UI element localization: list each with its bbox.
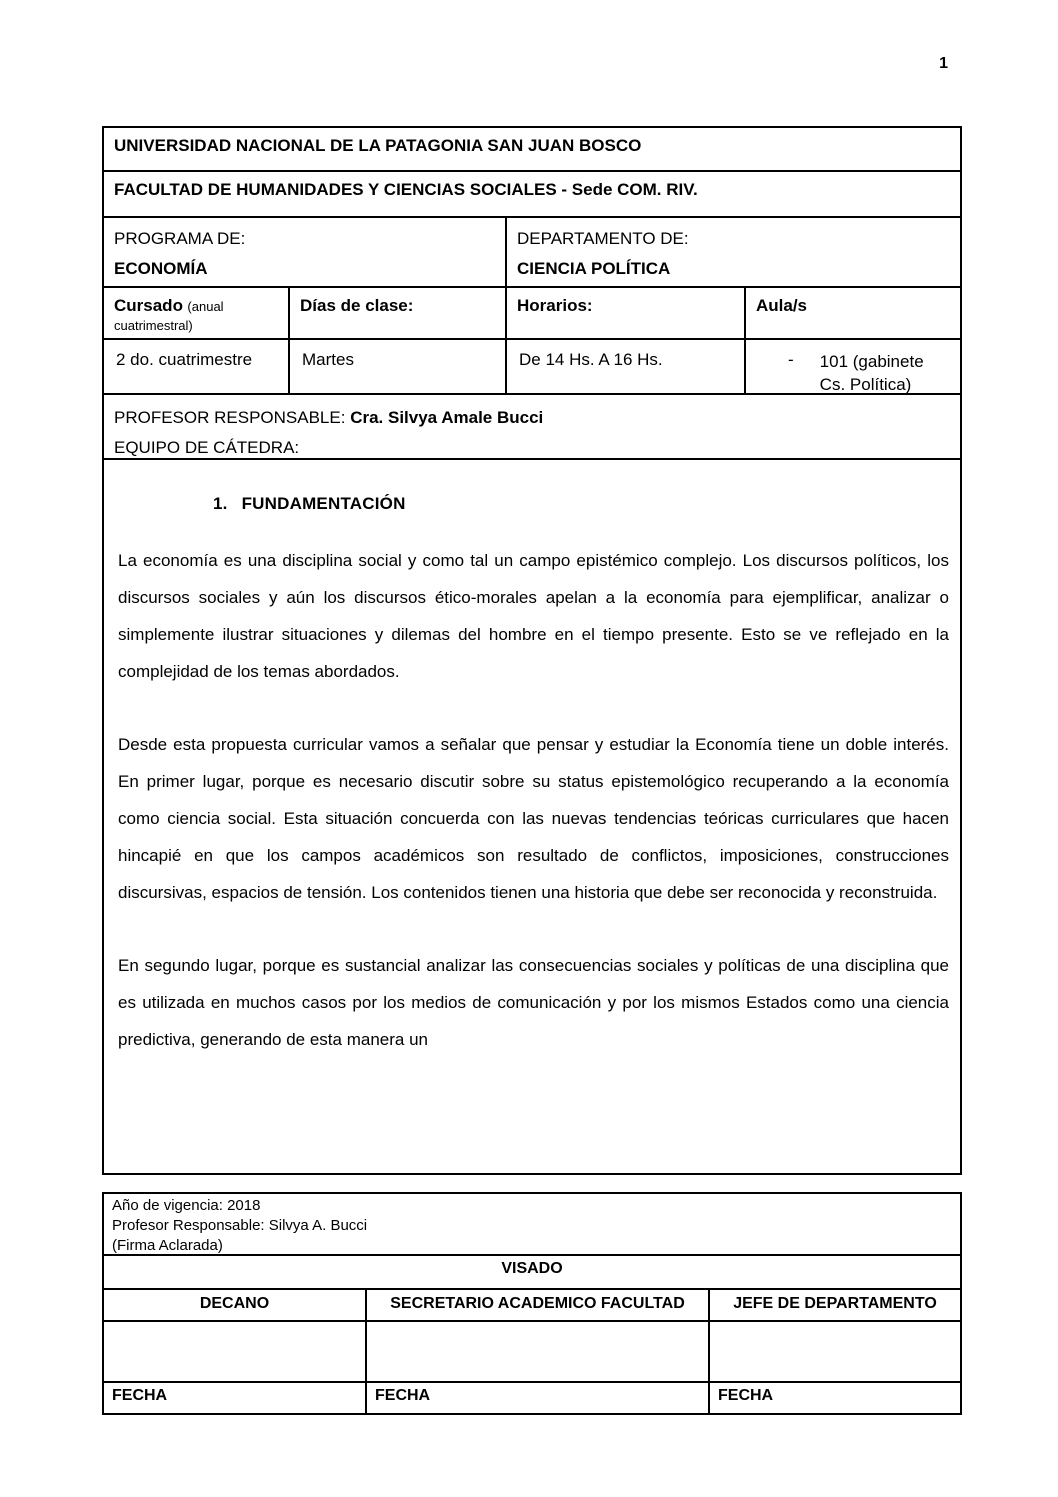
university-row [104,128,960,172]
program-cell [104,218,507,286]
section-heading-label: FUNDAMENTACIÓN [241,494,406,513]
fecha-jefe: FECHA [718,1387,774,1404]
cursado-label: Cursado [114,296,183,315]
aula-dash: - [788,350,794,369]
paragraph-1: La economía es una disciplina social y como tal un campo epistémico complejo. Los discursos políticos, los discursos sociales y aún los discursos ético-morales apelan a la economía para ejemplificar, analizar o simplemente ilustrar situaciones y dilemas del hombre en el tiempo presente. Esto se ve reflejado en la complejidad de los temas abordados. [118,551,949,681]
fecha-row [104,1383,960,1413]
faculty-row [104,172,960,218]
signature-row [104,1322,960,1383]
section-heading-number: 1. [213,494,228,513]
fundamentacion-row [104,460,960,1173]
horarios-value: De 14 Hs. A 16 Hs. [507,340,746,393]
professor-name: Cra. Silvya Amale Bucci [350,408,544,427]
schedule-header-row [104,288,960,340]
vigencia-text: Año de vigencia: 2018 [112,1197,261,1214]
paragraph-2: Desde esta propuesta curricular vamos a señalar que pensar y estudiar la Economía tiene un doble interés. En primer lugar, porque es necesario discutir sobre su status epistemológico recuperando a la economía como ciencia social. Esta situación concuerda con las nuevas tendencias teóricas curriculares que hacen hincapié en que los campos académicos son resultado de conflictos, imposiciones, construcciones discursivas, espacios de tensión. Los contenidos tienen una historia que debe ser reconocida y reconstruida. [118,735,949,902]
faculty-name: FACULTAD DE HUMANIDADES Y CIENCIAS SOCIALES - Sede COM. RIV. [114,180,698,199]
department-value: CIENCIA POLÍTICA [517,259,671,278]
program-header-table [102,126,962,1175]
dias-header-cell: Días de clase: [290,288,507,338]
schedule-value-row [104,340,960,395]
visado-row [104,1256,960,1290]
professor-row [104,395,960,460]
fecha-secretario: FECHA [367,1383,710,1413]
department-label: DEPARTAMENTO DE: [517,229,689,248]
cursado-value: 2 do. cuatrimestre [104,340,290,393]
dias-value: Martes [290,340,507,393]
aula-value-cell [746,340,960,393]
program-label: PROGRAMA DE: [114,229,246,248]
secretario-signature-cell [367,1322,710,1381]
responsable-text: Profesor Responsable: Silvya A. Bucci [112,1217,368,1234]
cursado-header-cell [104,288,290,338]
aula-header-cell: Aula/s [756,296,808,315]
visado-title: VISADO [501,1260,563,1277]
university-name: UNIVERSIDAD NACIONAL DE LA PATAGONIA SAN JUAN BOSCO [114,136,642,155]
cursado-note: (anual cuatrimestral) [114,299,224,333]
department-cell [507,218,960,286]
decano-header: DECANO [104,1290,367,1320]
aula-value: 101 (gabinete Cs. Política) [819,352,924,393]
page-number: 1 [939,55,948,72]
equipo-label: EQUIPO DE CÁTEDRA: [114,438,300,457]
fecha-decano: FECHA [104,1383,367,1413]
footer-info-row [104,1194,960,1256]
professor-line [114,403,950,433]
visado-footer-table [102,1192,962,1415]
decano-signature-cell [104,1322,367,1381]
professor-cell [104,395,960,458]
paragraph-3: En segundo lugar, porque es sustancial analizar las consecuencias sociales y políticas de una disciplina que es utilizada en muchos casos por los medios de comunicación y por los mismos Estados como una ciencia predictiva, generando de esta manera un [118,956,949,1049]
secretario-header: SECRETARIO ACADEMICO FACULTAD [367,1290,710,1320]
firma-text: (Firma Aclarada) [112,1237,223,1254]
jefe-signature-cell [710,1322,960,1381]
section-heading [118,494,949,514]
jefe-header: JEFE DE DEPARTAMENTO [733,1295,937,1312]
fundamentacion-cell [104,460,960,1173]
professor-label: PROFESOR RESPONSABLE: [114,408,351,427]
program-value: ECONOMÍA [114,259,208,278]
program-department-row [104,218,960,288]
visado-header-row [104,1290,960,1322]
horarios-header-cell: Horarios: [507,288,746,338]
